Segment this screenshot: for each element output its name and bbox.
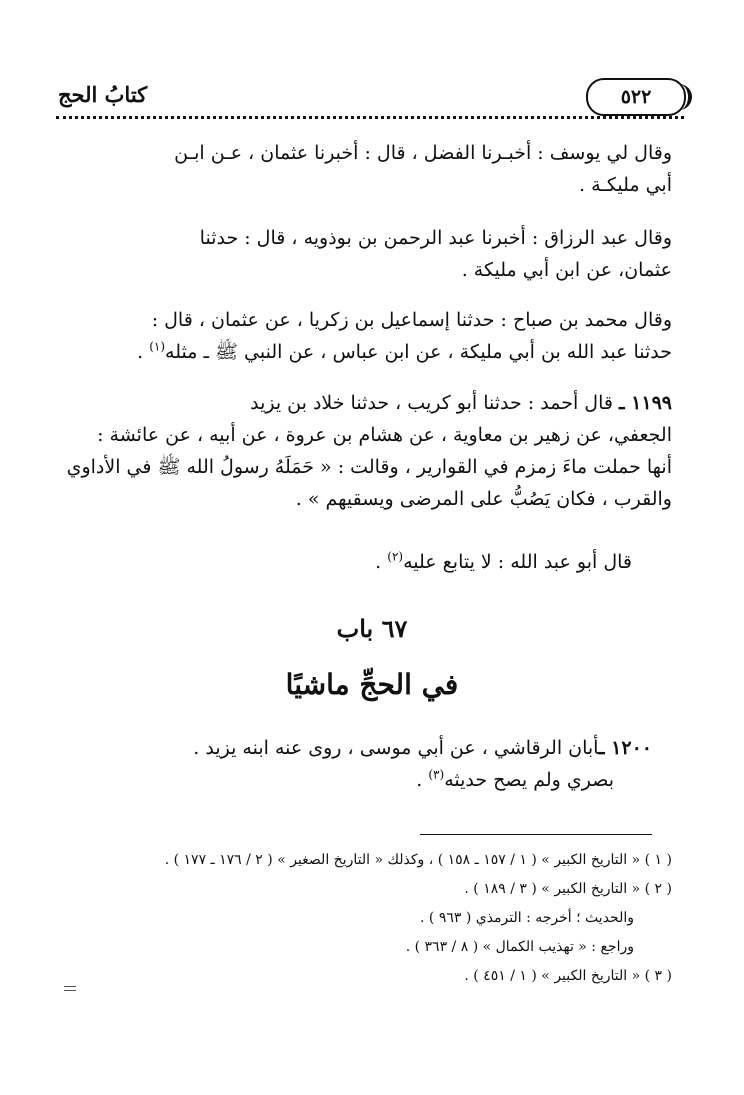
text-line: وقال عبد الرزاق : أخبرنا عبد الرحمن بن بوذويه ، قال : حدثنا (199, 227, 672, 249)
footnote-1: ( ١ ) « التاريخ الكبير » ( ١ / ١٥٧ ـ ١٥٨ ) ، وكذلك « التاريخ الصغير » ( ٢ / ١٧٦ ـ ١٧٧ ) . (164, 852, 672, 868)
margin-mark (64, 986, 76, 987)
footnote-3: ( ٣ ) « التاريخ الكبير » ( ١ / ٤٥١ ) . (464, 968, 672, 984)
page-header (56, 78, 686, 118)
footnote-2-continuation: والحديث ؛ أخرجه : الترمذي ( ٩٦٣ ) . (420, 910, 634, 926)
text-line: قال أبو عبد الله : لا يتابع عليه$^{(٢)}$ . (375, 549, 632, 573)
text-line: ١١٩٩ ـ قال أحمد : حدثنا أبو كريب ، حدثنا خلاد بن يزيد (250, 392, 672, 414)
text-line: أنها حملت ماءَ زمزم في القوارير ، وقالت : « حَمَلَهُ رسولُ الله ﷺ في الأداوي (66, 456, 672, 478)
text-line: الجعفي، عن زهير بن معاوية ، عن هشام بن عروة ، عن أبيه ، عن عائشة : (97, 424, 672, 446)
header-divider (56, 116, 684, 119)
text-line: ١٢٠٠ ـأبان الرقاشي ، عن أبي موسى ، روى عنه ابنه يزيد . (193, 737, 652, 759)
entry-number: ١٢٠٠ ـ (598, 737, 652, 759)
paragraph-muhammad-ibn-sabah (56, 304, 672, 368)
entry-1200 (56, 732, 672, 796)
footnotes (56, 846, 672, 991)
footnote-divider (420, 834, 652, 835)
chapter-title: في الحجِّ ماشيًا (285, 668, 459, 701)
page-number: ٥٢٢ (620, 86, 652, 108)
footnote-2-continuation: وراجع : « تهذيب الكمال » ( ٨ / ٣٦٣ ) . (405, 939, 634, 955)
footnote-ref: (٣) (428, 767, 445, 782)
chapter-number: ٦٧ باب (336, 614, 408, 643)
hadith-1199 (56, 387, 672, 515)
hadith-1199-note (56, 546, 672, 578)
running-title: كتابُ الحج (58, 82, 148, 107)
footnote-ref: (١) (149, 339, 166, 354)
hadith-number: ١١٩٩ ـ (618, 392, 672, 414)
paragraph-abd-al-razzaq (56, 222, 672, 286)
text-line: بصري ولم يصح حديثه$^{(٣)}$ . (416, 767, 614, 791)
footnote-2: ( ٢ ) « التاريخ الكبير » ( ٣ / ١٨٩ ) . (464, 881, 672, 897)
text-line: عثمان، عن ابن أبي مليكة . (461, 259, 672, 281)
text-line: حدثنا عبد الله بن أبي مليكة ، عن ابن عباس ، عن النبي ﷺ ـ مثله$^{(١)}$ . (137, 339, 672, 363)
text-line: والقرب ، فكان يَصُبُّ على المرضى ويسقيهم » . (295, 488, 672, 510)
text-line: أبي مليكـة . (579, 174, 672, 196)
text-line: وقال لي يوسف : أخبـرنا الفضل ، قال : أخبرنا عثمان ، عـن ابـن (174, 142, 672, 164)
footnote-ref: (٢) (387, 549, 404, 564)
paragraph-yusuf (56, 137, 672, 201)
text-line: وقال محمد بن صباح : حدثنا إسماعيل بن زكريا ، عن عثمان ، قال : (151, 309, 672, 331)
page-number-badge (586, 78, 686, 116)
